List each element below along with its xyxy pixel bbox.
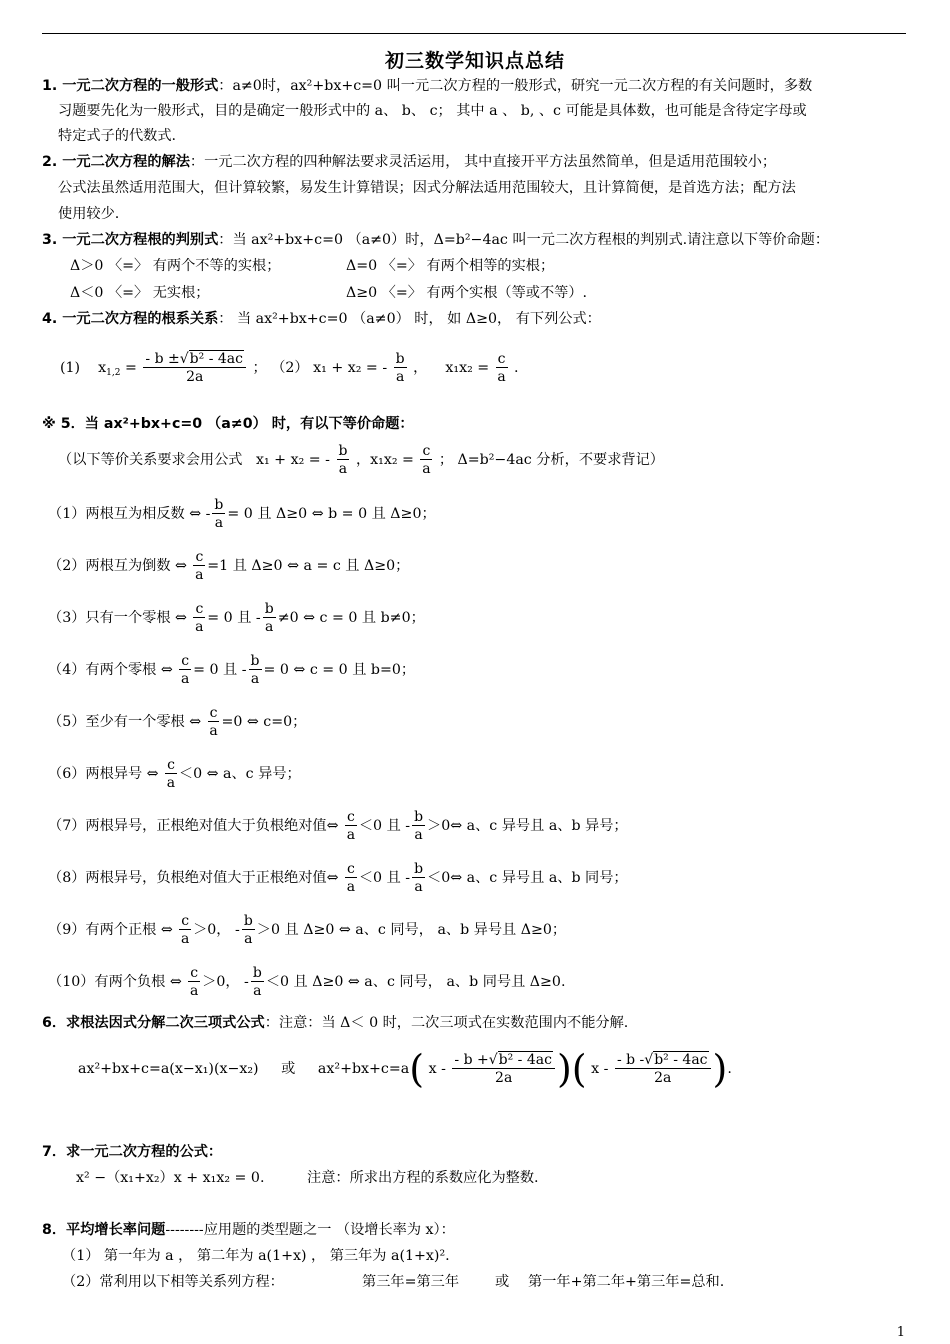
formula-end: . [514,360,519,376]
quadratic-denominator: 2a [186,369,204,385]
factor-end: . [727,1061,732,1077]
item-fraction [345,810,357,842]
section-3-heading: 3. 一元二次方程根的判别式 [42,232,219,248]
root-formula-line [60,352,519,384]
item-middle: = 0 且 - [193,662,247,678]
right-paren-1: ) [556,1047,572,1091]
section-1-heading: 1. 一元二次方程的一般形式 [42,78,219,94]
item-middle: ＞0， - [193,922,240,938]
item-numerator: c [195,601,204,617]
item-denominator: a [346,827,356,843]
section-6-line-1 [42,1013,628,1033]
note-prefix: （以下等价关系要求会用公式 [58,452,243,468]
item-fraction [193,602,205,634]
section-4-line-1 [42,309,601,329]
section-8-line-2: （1） 第一年为 a ， 第二年为 a(1+x) ， 第三年为 a(1+x)². [62,1248,450,1264]
item-prefix: （5）至少有一个零根 ⇔ [48,714,206,730]
item-numerator-2: b [414,861,424,877]
equivalence-item [48,498,436,530]
item-prefix: （6）两根异号 ⇔ [48,766,164,782]
item-suffix: ＜0 且 Δ≥0 ⇔ a、c 同号， a、b 同号且 Δ≥0. [265,974,566,990]
item-suffix: = 0 ⇔ c = 0 且 b=0； [263,662,416,678]
factor-denominator-1: 2a [495,1070,513,1086]
factorization-line [78,1047,732,1091]
item-denominator-2: a [253,983,262,999]
discriminant-zero: Δ=0 〈=〉 有两个相等的实根； [346,258,555,274]
item-numerator-2: b [252,965,262,981]
item-middle: = 0 且 - [207,610,261,626]
item-numerator: c [347,861,355,877]
section-4-text: ： 当 ax²+bx+c=0 （a≠0） 时， 如 Δ≥0， 有下列公式： [218,311,601,327]
section-2-line-1 [42,152,776,172]
item-numerator: c [181,913,190,929]
item-middle: ＜0 且 - [358,870,411,886]
note-sum-numerator: b [338,443,348,459]
item-fraction [179,654,191,686]
item-middle: ＞0， - [202,974,249,990]
equivalence-item [48,602,425,634]
sum-denominator: a [395,369,405,385]
item-fraction [165,758,177,790]
section-2-text: ：一元二次方程的四种解法要求灵活运用， 其中直接开平方法虽然简单，但是适用范围较小； [189,154,777,170]
item-prefix: （4）有两个零根 ⇔ [48,662,178,678]
item-denominator: a [180,931,190,947]
item-prefix: （1）两根互为相反数 ⇔ - [48,506,211,522]
item-denominator-2: a [414,879,423,895]
item-numerator-2: b [250,653,260,669]
item-fraction-2 [251,966,264,998]
formula-comma: ， [413,360,428,376]
item-suffix: ≠0 ⇔ c = 0 且 b≠0； [277,610,425,626]
item-numerator-2: b [414,809,424,825]
item-denominator-2: a [250,671,260,687]
section-1-line-3: 特定式子的代数式. [58,128,177,144]
sum-numerator: b [395,351,405,367]
root-subscript: 1,2 [106,368,121,378]
item-numerator: b [214,497,224,513]
item-fraction [188,966,200,998]
section-1-text: ：a≠0时，ax²+bx+c=0 叫一元二次方程的一般形式，研究一元二次方程的有关问题时，多数 [218,78,813,94]
item-fraction-2 [412,862,425,894]
page-number: 1 [896,1325,905,1340]
section-8-line-3c: 或 [495,1274,510,1290]
item-fraction [208,706,220,738]
item-numerator-2: b [264,601,274,617]
section-8-line-3d: 第一年+第二年+第三年=总和. [528,1274,725,1290]
product-of-roots: x₁x₂ = [445,360,490,376]
section-5-heading: ※ 5．当 ax²+bx+c=0 （a≠0） 时，有以下等价命题： [42,416,414,432]
section-3-line-1 [42,230,829,250]
note-sum-denominator: a [338,461,348,477]
note-product-fraction [420,444,432,476]
section-2-line-2: 公式法虽然适用范围大，但计算较繁，易发生计算错误；因式分解法适用范围较大，且计算简便，是首选方法；配方法 [58,180,796,196]
factor-numerator-1: - b + [454,1052,489,1068]
item-suffix: ＞0 且 Δ≥0 ⇔ a、c 同号， a、b 异号且 Δ≥0； [256,922,567,938]
item-fraction [179,914,191,946]
quadratic-numerator: - b ± [145,351,180,367]
item-middle: = 0 且 Δ≥0 ⇔ b = 0 且 Δ≥0； [227,506,436,522]
item-denominator-2: a [244,931,253,947]
item-prefix: （9）有两个正根 ⇔ [48,922,178,938]
section-1-line-2: 习题要先化为一般形式，目的是确定一般形式中的 a、 b、 c； 其中 a 、 b, 、c 可能是具体数，也可能是含待定字母或 [58,103,807,119]
item-numerator: c [209,705,218,721]
note-product-denominator: a [422,461,431,477]
discriminant-nonnegative: Δ≥0 〈=〉 有两个实根（等或不等）. [346,285,588,301]
item-denominator: a [180,671,190,687]
left-paren-2: ( [571,1047,587,1091]
quadratic-radicand: b² - 4ac [189,351,243,367]
sum-fraction [394,352,407,384]
factor-x-2: x - [591,1061,609,1077]
item-middle: =0 ⇔ c=0； [221,714,307,730]
factor-x-1: x - [428,1061,446,1077]
section-2-heading: 2. 一元二次方程的解法 [42,154,190,170]
product-numerator: c [497,351,506,367]
item-middle: ＜0 ⇔ a、c 异号； [178,766,301,782]
note-suffix: ； Δ=b²−4ac 分析，不要求背记） [438,452,664,468]
item-middle: =1 且 Δ≥0 ⇔ a = c 且 Δ≥0； [207,558,410,574]
section-7-note: 注意：所求出方程的系数应化为整数. [307,1170,539,1186]
item-denominator: a [195,619,204,635]
item-fraction-2 [242,914,255,946]
item-denominator: a [346,879,356,895]
factor-form-2: ax²+bx+c=a [317,1061,410,1077]
item-denominator-2: a [265,619,274,635]
product-fraction [496,352,508,384]
section-4-heading: 4. 一元二次方程的根系关系 [42,311,219,327]
factor-numerator-2: - b - [616,1052,645,1068]
item-numerator-2: b [243,913,253,929]
item-numerator: c [181,653,190,669]
item-suffix: ＜0⇔ a、c 异号且 a、b 同号； [427,870,628,886]
discriminant-negative: Δ＜0 〈=〉 无实根； [70,285,210,301]
left-paren-1: ( [409,1047,425,1091]
product-denominator: a [497,369,506,385]
equivalence-item [48,966,565,998]
item-fraction-2 [249,654,262,686]
item-fraction [345,862,357,894]
equivalence-item [48,654,415,686]
section-8-text: --------应用题的类型题之一 （设增长率为 x）： [165,1222,455,1238]
discriminant-positive: Δ＞0 〈=〉 有两个不等的实根； [70,258,281,274]
factor-fraction-1: $\frac{\text{- b +√b² - 4ac}}{2a}$ [452,1053,555,1085]
factor-form-1: ax²+bx+c=a(x−x₁)(x−x₂) [78,1061,259,1077]
item-numerator: c [190,965,199,981]
equivalence-item [48,810,628,842]
factor-radicand-2: b² - 4ac [654,1052,708,1068]
item-numerator: c [195,549,204,565]
item-denominator: a [214,515,224,531]
item-middle: ＜0 且 - [358,818,411,834]
factor-or: 或 [281,1061,296,1077]
section-1-line-1 [42,76,812,96]
root-symbol: x [98,360,107,376]
note-product-numerator: c [422,443,431,459]
equals-sign: = [125,360,137,376]
section-6-text: ：注意：当 Δ＜ 0 时，二次三项式在实数范围内不能分解. [264,1015,629,1031]
item-suffix: ＞0⇔ a、c 异号且 a、b 异号； [427,818,628,834]
quadratic-formula-fraction: $\frac{\text{- b ±√b² - 4ac}}{2a}$ [143,352,246,384]
section-5-note [58,444,664,476]
section-8-heading: 8．平均增长率问题 [42,1222,166,1238]
section-8-line-3b: 第三年=第三年 [362,1274,460,1290]
section-7-heading: 7．求一元二次方程的公式： [42,1144,223,1160]
item-denominator: a [190,983,199,999]
equivalence-item [48,862,628,894]
section-8-line-3a: （2）常利用以下相等关系列方程： [62,1274,284,1290]
item-fraction-2 [412,810,425,842]
formula-label-2: ； （2） [252,360,309,376]
section-3-text: ：当 ax²+bx+c=0 （a≠0）时，Δ=b²−4ac 叫一元二次方程根的判别式.请注意以下等价命题： [218,232,830,248]
item-prefix: （10）有两个负根 ⇔ [48,974,187,990]
note-sum: x₁ + x₂ = - [255,452,330,468]
sum-of-roots: x₁ + x₂ = - [313,360,388,376]
equivalence-item [48,914,566,946]
item-fraction-2 [263,602,276,634]
item-prefix: （2）两根互为倒数 ⇔ [48,558,192,574]
section-7-formula: x² −（x₁+x₂）x + x₁x₂ = 0. [76,1170,265,1186]
equivalence-item [48,550,409,582]
note-product: ，x₁x₂ = [355,452,414,468]
item-numerator: c [347,809,355,825]
equivalence-item [48,758,301,790]
section-2-line-3: 使用较少. [58,206,120,222]
item-denominator: a [166,775,176,791]
item-fraction [212,498,225,530]
right-paren-2: ) [712,1047,728,1091]
item-denominator-2: a [414,827,423,843]
section-6-heading: 6．求根法因式分解二次三项式公式 [42,1015,265,1031]
formula-label-1: (1) [60,360,81,376]
item-prefix: （8）两根异号，负根绝对值大于正根绝对值⇔ [48,870,343,886]
item-numerator: c [167,757,175,773]
factor-denominator-2: 2a [654,1070,672,1086]
note-sum-fraction [337,444,350,476]
item-denominator: a [195,567,204,583]
item-prefix: （3）只有一个零根 ⇔ [48,610,192,626]
item-prefix: （7）两根异号，正根绝对值大于负根绝对值⇔ [48,818,343,834]
top-rule [42,33,906,34]
section-8-line-1 [42,1220,455,1240]
factor-radicand-1: b² - 4ac [498,1052,552,1068]
factor-fraction-2: $\frac{\text{- b -√b² - 4ac}}{2a}$ [615,1053,711,1085]
equivalence-item [48,706,306,738]
item-fraction [193,550,205,582]
page-title: 初三数学知识点总结 [384,50,565,72]
item-denominator: a [209,723,218,739]
